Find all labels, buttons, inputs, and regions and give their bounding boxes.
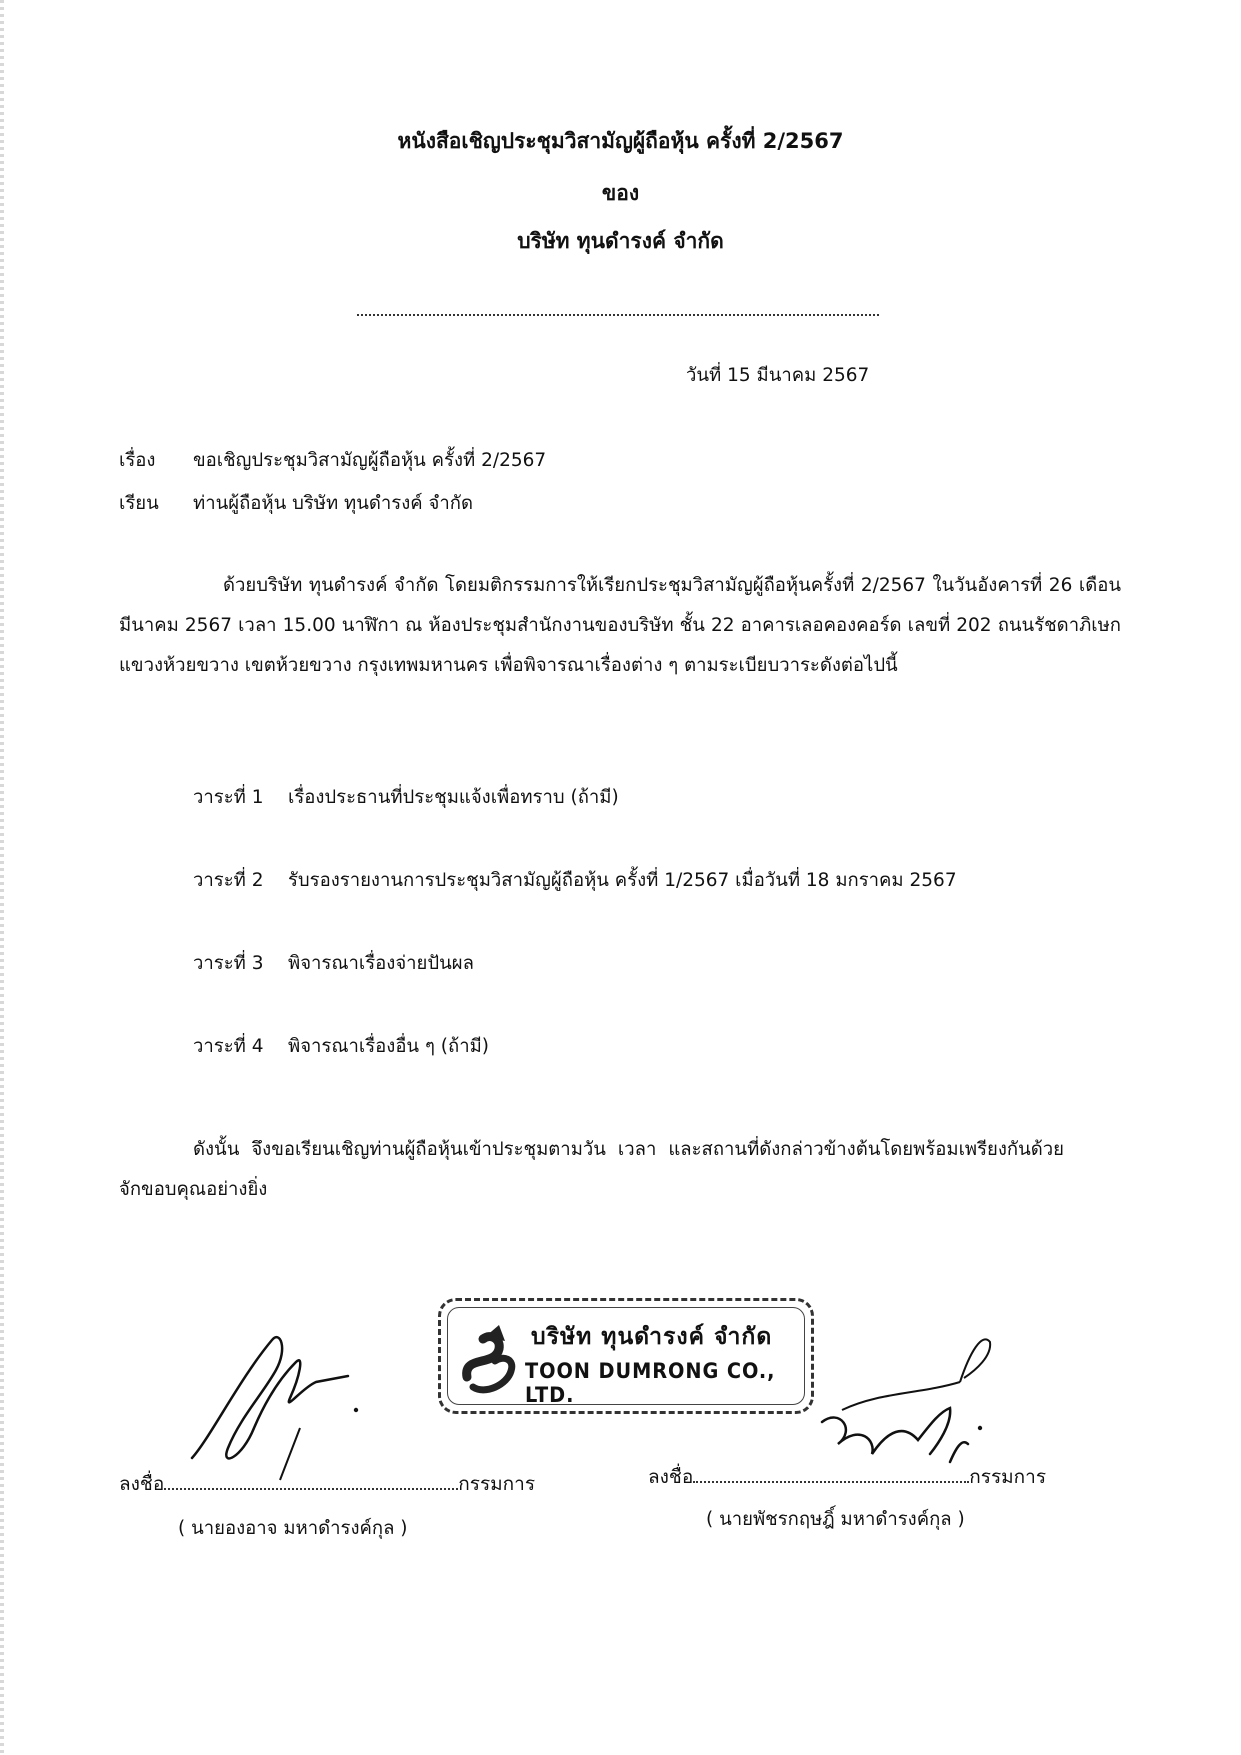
right-signature (800, 1312, 1000, 1472)
recipient-text: ท่านผู้ถือหุ้น บริษัท ทุนดำรงค์ จำกัด (193, 493, 473, 514)
intro-paragraph (119, 566, 1121, 686)
subject-label: เรื่อง (119, 450, 156, 471)
agenda-4-label: วาระที่ 4 (193, 1036, 264, 1057)
scan-edge (0, 0, 4, 1755)
title-of: ของ (601, 181, 640, 205)
recipient-label: เรียน (119, 493, 159, 514)
document-title: หนังสือเชิญประชุมวิสามัญผู้ถือหุ้น ครั้งที่ 2/2567 (397, 129, 844, 153)
letter-date: วันที่ 15 มีนาคม 2567 (686, 365, 870, 386)
company-logo-icon (455, 1315, 535, 1401)
right-sign-label: ลงชื่อ (648, 1466, 694, 1488)
intro-text: ด้วยบริษัท ทุนดำรงค์ จำกัด โดยมติกรรมการให้เรียกประชุมวิสามัญผู้ถือหุ้นครั้งที่ 2/2567 ในวันอังคารที่ 26 เดือน มีนาคม 2567 เวลา 15.00 นาฬิกา ณ ห้องประชุมสำนักงานของบริษัท ชั้น 22 อาคารเลอคองคอร์ด เลขที่ 202 ถนนรัชดาภิเษก แขวงห้วยขวาง เขตห้วยขวาง กรุงเทพมหานคร เพื่อพิจารณาเรื่องต่าง ๆ ตามระเบียบวาระดังต่อไปนี้ (119, 575, 1121, 676)
left-signature (180, 1318, 370, 1483)
company-stamp (438, 1298, 814, 1414)
right-role: กรรมการ (969, 1466, 1047, 1488)
stamp-thai-name: บริษัท ทุนดำรงค์ จำกัด (531, 1324, 773, 1350)
stamp-english-name: TOON DUMRONG CO., LTD. (525, 1359, 776, 1407)
closing-text: ดังนั้น จึงขอเรียนเชิญท่านผู้ถือหุ้นเข้าประชุมตามวัน เวลา และสถานที่ดังกล่าวข้างต้นโดยพร้อมเพรียงกันด้วย จักขอบคุณอย่างยิ่ง (119, 1139, 1064, 1200)
right-signature-line (648, 1462, 1046, 1492)
left-role: กรรมการ (458, 1473, 536, 1495)
closing-paragraph (119, 1130, 1064, 1210)
left-signature-line (119, 1469, 535, 1499)
left-sign-label: ลงชื่อ (119, 1473, 165, 1495)
title-divider (357, 314, 879, 316)
agenda-2-text: รับรองรายงานการประชุมวิสามัญผู้ถือหุ้น ครั้งที่ 1/2567 เมื่อวันที่ 18 มกราคม 2567 (288, 870, 957, 891)
left-signatory-name: ( นายองอาจ มหาดำรงค์กุล ) (178, 1518, 408, 1539)
agenda-1-label: วาระที่ 1 (193, 787, 264, 808)
company-name-title: บริษัท ทุนดำรงค์ จำกัด (517, 229, 724, 253)
agenda-3-text: พิจารณาเรื่องจ่ายปันผล (288, 953, 474, 974)
agenda-2-label: วาระที่ 2 (193, 870, 264, 891)
agenda-4-text: พิจารณาเรื่องอื่น ๆ (ถ้ามี) (288, 1036, 489, 1057)
agenda-1-text: เรื่องประธานที่ประชุมแจ้งเพื่อทราบ (ถ้ามี) (288, 787, 619, 808)
right-signatory-name: ( นายพัชรกฤษฎิ์ มหาดำรงค์กุล ) (706, 1509, 965, 1530)
subject-text: ขอเชิญประชุมวิสามัญผู้ถือหุ้น ครั้งที่ 2/2567 (193, 450, 547, 471)
agenda-3-label: วาระที่ 3 (193, 953, 264, 974)
